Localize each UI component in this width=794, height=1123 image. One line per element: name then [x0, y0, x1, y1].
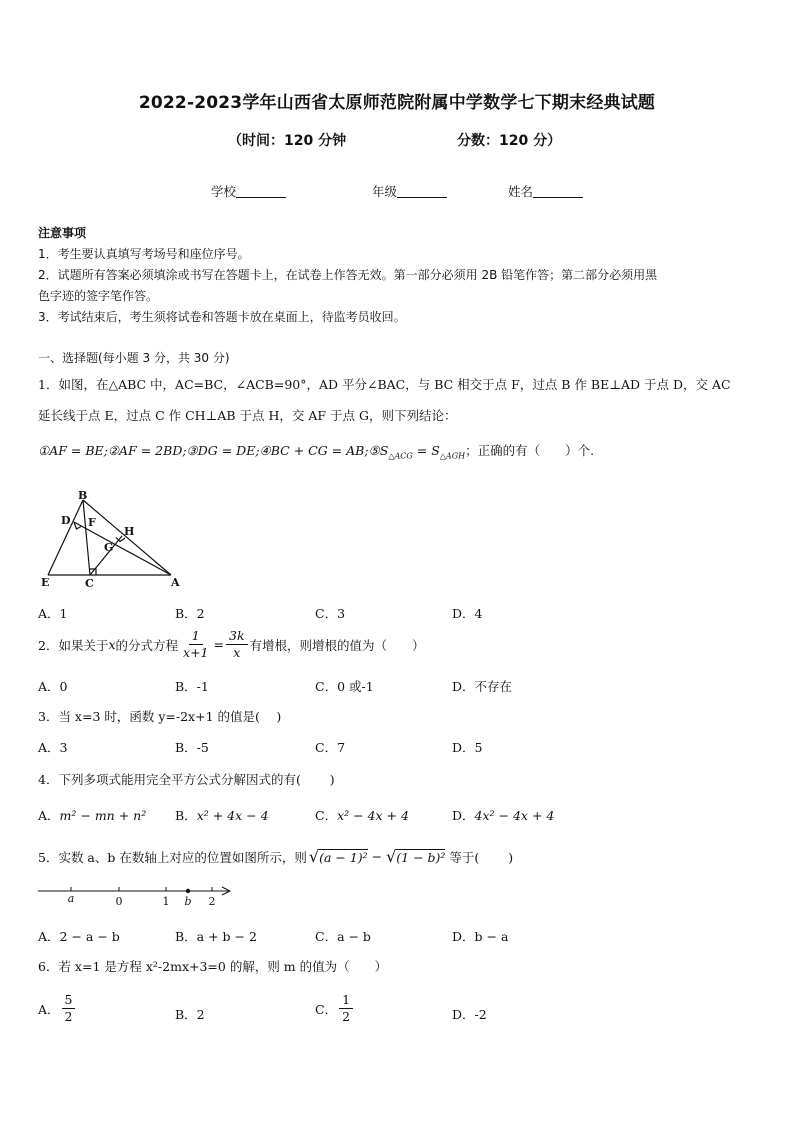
label-b: b	[184, 895, 192, 908]
exam-score: 分数：120 分）	[457, 133, 562, 149]
note-item: 2．试题所有答案必须填涂或书写在答题卡上，在试卷上作答无效。第一部分必须用 2B 铅笔作答；第二部分必须用黑	[38, 268, 658, 282]
q1-text-line1: 1．如图，在△ABC 中，AC=BC，∠ACB=90°，AD 平分∠BAC，与 BC 相交于点 F，过点 B 作 BE⊥AD 于点 D，交 AC	[38, 377, 731, 392]
label-B: B	[78, 489, 88, 502]
line-DA	[74, 522, 171, 575]
q5-number-line	[36, 880, 236, 910]
exam-time: （时间：120 分钟	[228, 133, 347, 149]
name-label: 姓名	[508, 184, 534, 199]
school-label: 学校	[211, 184, 237, 199]
q6-option-b[interactable]: B．2	[175, 1007, 205, 1022]
q2-option-d[interactable]: D．不存在	[452, 679, 513, 694]
label-A: A	[171, 576, 180, 588]
q4-option-c[interactable]: C．x² − 4x + 4	[315, 808, 409, 823]
school-blank	[236, 185, 286, 198]
label-F: F	[88, 516, 96, 529]
q1-option-d[interactable]: D．4	[452, 606, 483, 621]
label-E: E	[41, 576, 50, 588]
q1-tail: ；正确的有（ ）个.	[465, 443, 595, 458]
label-2: 2	[208, 895, 216, 908]
label-D: D	[61, 514, 71, 527]
grade-blank	[397, 185, 447, 198]
note-item: 1．考生要认真填写考场号和座位序号。	[38, 247, 250, 261]
q3-option-d[interactable]: D．5	[452, 740, 483, 755]
q1-conclusion-list: ①AF = BE;②AF = 2BD;③DG = DE;④BC + CG = AB;⑤	[38, 443, 380, 458]
q5-option-d[interactable]: D．b − a	[452, 929, 509, 944]
note-item: 3．考试结束后，考生须将试卷和答题卡放在桌面上，待监考员收回。	[38, 310, 406, 324]
grade-label: 年级	[372, 184, 398, 199]
label-a: a	[67, 892, 75, 905]
q6-option-a-fraction: $\frac{5}{2}$	[62, 992, 76, 1025]
q6-text: 6．若 x=1 是方程 x²-2mx+3=0 的解，则 m 的值为（ ）	[38, 959, 388, 974]
q6-option-c[interactable]: C． $\frac{1}{2}$	[315, 992, 355, 1025]
q1-option-b[interactable]: B．2	[175, 606, 205, 621]
q4-option-d[interactable]: D．4x² − 4x + 4	[452, 808, 555, 823]
q1-text-line2: 延长线于点 E，过点 C 作 CH⊥AB 于点 H，交 AF 于点 G，则下列结论：	[38, 408, 457, 423]
q2-fraction-right: $\frac{3k}{x}$	[226, 628, 248, 661]
line-EB	[48, 500, 83, 575]
school-field	[211, 182, 286, 200]
q3-text: 3．当 x=3 时，函数 y=-2x+1 的值是( )	[38, 709, 282, 724]
section-heading: 一、选择题(每小题 3 分，共 30 分)	[38, 351, 230, 365]
notes-heading: 注意事项	[38, 226, 87, 240]
grade-field	[372, 182, 447, 200]
q2-option-a[interactable]: A．0	[38, 679, 68, 694]
label-C: C	[85, 577, 94, 588]
q5-option-b[interactable]: B．a + b − 2	[175, 929, 257, 944]
q4-option-b[interactable]: B．x² + 4x − 4	[175, 808, 269, 823]
q3-option-b[interactable]: B．-5	[175, 740, 209, 755]
q4-text: 4．下列多项式能用完全平方公式分解因式的有( )	[38, 772, 335, 787]
name-field	[508, 182, 583, 200]
point-b	[186, 889, 190, 893]
q1-triangle-figure	[36, 488, 186, 588]
q6-option-a[interactable]: A． $\frac{5}{2}$	[38, 992, 77, 1025]
q2-fraction-left: $\frac{1}{x+1}$	[183, 628, 209, 660]
label-H: H	[124, 525, 135, 538]
label-1: 1	[162, 895, 170, 908]
q1-conclusions: ①AF = BE;②AF = 2BD;③DG = DE;④BC + CG = $AB;⑤S_{\triangle ACG} = S_{\triangle AGH}$；正确的有（ ）个.	[38, 443, 595, 461]
name-blank	[533, 185, 583, 198]
q1-option-c[interactable]: C．3	[315, 606, 346, 621]
exam-title: 2022-2023学年山西省太原师范院附属中学数学七下期末经典试题	[138, 93, 656, 113]
q3-option-a[interactable]: A．3	[38, 740, 68, 755]
label-0: 0	[115, 895, 123, 908]
q1-option-a[interactable]: A．1	[38, 606, 68, 621]
q2-option-c[interactable]: C．0 或-1	[315, 679, 374, 694]
q2-text: 2．如果关于 x 的分式方程 $\frac{1}{x+1}$ = $\frac{3k}{x}$ 有增根，则增根的值为（ ）	[38, 628, 425, 660]
q4-option-a[interactable]: A．m² − mn + n²	[38, 808, 147, 823]
note-item: 色字迹的签字笔作答。	[38, 289, 159, 303]
q5-option-a[interactable]: A．2 − a − b	[38, 929, 120, 944]
q6-option-c-fraction: $\frac{1}{2}$	[339, 992, 353, 1025]
label-G: G	[104, 541, 114, 554]
sqrt-icon: √	[308, 847, 320, 866]
q5-text: 5．实数 a、b 在数轴上对应的位置如图所示，则 √ (a − 1)² − √ (1 − b)² 等于( )	[38, 847, 514, 866]
line-BC	[83, 500, 90, 575]
q3-option-c[interactable]: C．7	[315, 740, 346, 755]
q5-option-c[interactable]: C．a − b	[315, 929, 371, 944]
q2-option-b[interactable]: B．-1	[175, 679, 209, 694]
q6-option-d[interactable]: D．-2	[452, 1007, 487, 1022]
sqrt-icon: √	[386, 847, 397, 866]
